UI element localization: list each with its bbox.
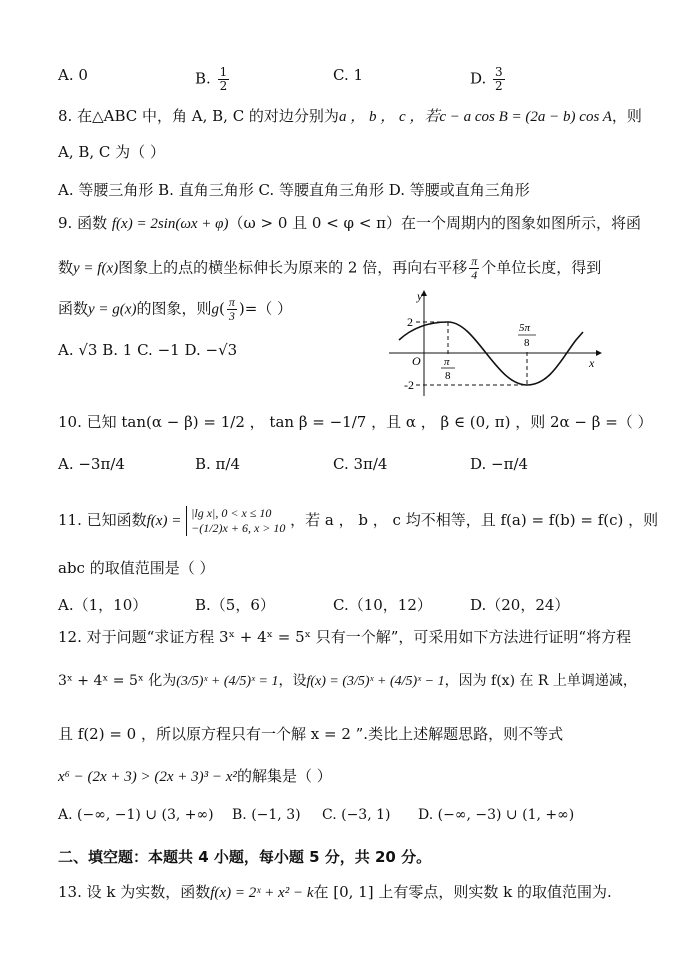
q7-option-d: D. $\frac{3}{2}$ xyxy=(470,65,503,93)
q12-line1: 12. 对于问题“求证方程 3ˣ + 4ˣ = 5ˣ 只有一个解”，可采用如下方法进行证明“将方程 xyxy=(58,628,632,646)
q11-stem: 11. 已知函数f(x) = |lg x|, 0 < x ≤ 10 −(1/2)x + 6, x > 10 ，若 a ， b ， c 均不相等，且 f(a) = f(b) = f(c) ，则 xyxy=(58,506,659,535)
origin-label: O xyxy=(412,354,421,368)
q11-stem-cont: abc 的取值范围是（ ） xyxy=(58,559,215,577)
q11-option-a: A.（1，10） xyxy=(58,596,148,614)
q11-option-b: B.（5，6） xyxy=(195,596,275,614)
q12-option-a: A. (−∞, −1) ∪ (3, +∞) xyxy=(58,807,214,823)
q12-line2: 3ˣ + 4ˣ = 5ˣ 化为(3/5)ˣ + (4/5)ˣ = 1，设f(x) = (3/5)ˣ + (4/5)ˣ − 1，因为 f(x) 在 R 上单调递减， xyxy=(58,673,637,689)
q12-line4: x⁶ − (2x + 3) > (2x + 3)³ − x²的解集是（ ） xyxy=(58,767,332,785)
q12-line3: 且 f(2) = 0 ，所以原方程只有一个解 x = 2 ”.类比上述解题思路，则不等式 xyxy=(58,725,564,743)
q9-line3: 函数y = g(x)的图象，则g( $\frac{\pi}{3}$ )=（ ） xyxy=(58,295,293,323)
q8-options: A. 等腰三角形 B. 直角三角形 C. 等腰直角三角形 D. 等腰或直角三角形 xyxy=(58,181,530,199)
q9-sine-graph xyxy=(384,288,604,398)
q9-line1: 9. 函数 f(x) = 2sin(ωx + φ)（ω > 0 且 0 < φ < π）在一个周期内的图象如图所示，将函 xyxy=(58,214,642,232)
q10-option-d: D. −π/4 xyxy=(470,455,529,473)
q8-stem: 8. 在△ABC 中，角 A, B, C 的对边分别为a ， b ， c ，若c − a cos B = (2a − b) cos A，则 xyxy=(58,107,642,125)
x2-den: 8 xyxy=(524,337,530,349)
q11-option-d: D.（20，24） xyxy=(470,596,570,614)
y-axis-label: y xyxy=(417,289,423,303)
ymin-label: -2 xyxy=(404,378,414,392)
x-axis-label: x xyxy=(589,356,595,370)
q7-option-c: C. 1 xyxy=(333,66,364,84)
q10-stem: 10. 已知 tan(α − β) = 1/2 ， tan β = −1/7 ，且 α ， β ∈ (0, π) ，则 2α − β =（ ） xyxy=(58,413,653,431)
x-axis-arrow xyxy=(596,350,602,356)
q8-stem-cont: A, B, C 为（ ） xyxy=(58,143,165,161)
q9-line2: 数y = f(x)图象上的点的横坐标伸长为原来的 2 倍，再向右平移 $\frac{\pi}{4}$ 个单位长度，得到 xyxy=(58,254,602,282)
q13-stem: 13. 设 k 为实数，函数f(x) = 2ˣ + x² − k在 [0, 1] 上有零点，则实数 k 的取值范围为. xyxy=(58,883,612,901)
q11-option-c: C.（10，12） xyxy=(333,596,432,614)
q9-options: A. √3 B. 1 C. −1 D. −√3 xyxy=(58,341,238,359)
q10-option-a: A. −3π/4 xyxy=(58,455,125,473)
x1-den: 8 xyxy=(445,370,451,382)
q12-option-d: D. (−∞, −3) ∪ (1, +∞) xyxy=(418,807,575,823)
x1-num: π xyxy=(444,356,450,368)
q10-option-b: B. π/4 xyxy=(195,455,241,473)
q7-option-a: A. 0 xyxy=(58,66,88,84)
q12-option-b: B. (−1, 3) xyxy=(232,807,301,823)
q11-piecewise: |lg x|, 0 < x ≤ 10 −(1/2)x + 6, x > 10 xyxy=(186,506,285,536)
q12-option-c: C. (−3, 1) xyxy=(322,807,391,823)
q7-option-b: B. $\frac{1}{2}$ xyxy=(195,65,228,93)
section-2-heading: 二、填空题：本题共 4 小题，每小题 5 分，共 20 分。 xyxy=(58,848,432,866)
ymax-label: 2 xyxy=(407,315,413,329)
x2-num: 5π xyxy=(519,322,531,334)
q10-option-c: C. 3π/4 xyxy=(333,455,388,473)
